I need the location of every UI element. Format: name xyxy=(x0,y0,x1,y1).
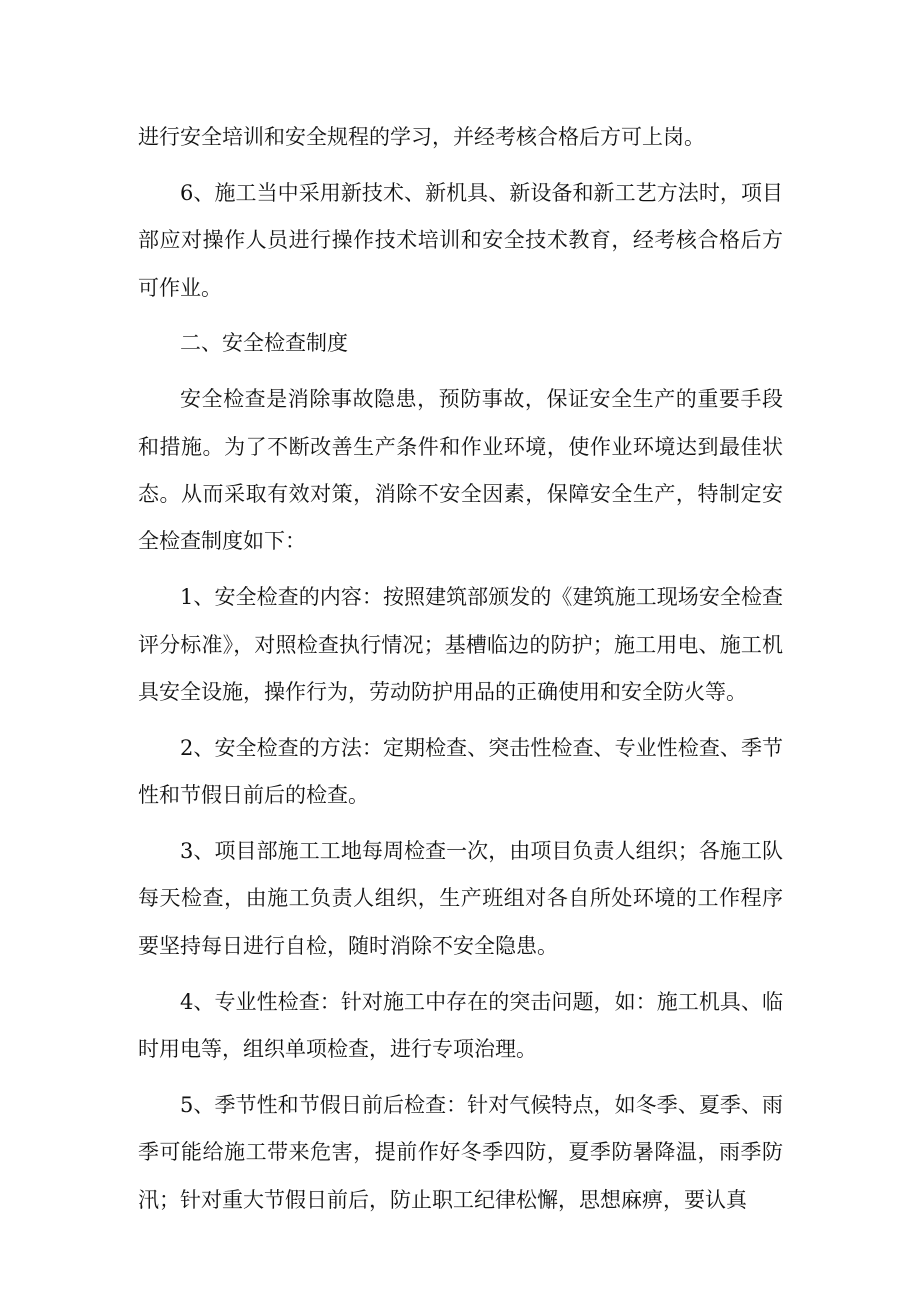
paragraph-item-2: 2、安全检查的方法：定期检查、突击性检查、专业性检查、季节性和节假日前后的检查。 xyxy=(138,735,783,808)
paragraph-continuation: 进行安全培训和安全规程的学习，并经考核合格后方可上岗。 xyxy=(138,125,705,149)
paragraph-item-3: 3、项目部施工工地每周检查一次，由项目负责人组织；各施工队每天检查，由施工负责人组织，生产班组对各自所处环境的工作程序要坚持每日进行自检，随时消除不安全隐患。 xyxy=(138,839,783,958)
paragraph-intro: 安全检查是消除事故隐患，预防事故，保证安全生产的重要手段和措施。为了不断改善生产条件和作业环境，使作业环境达到最佳状态。从而采取有效对策，消除不安全因素，保障安全生产，特制定安全检查制度如下： xyxy=(138,387,783,554)
paragraph-item-4: 4、专业性检查：针对施工中存在的突击问题，如：施工机具、临时用电等，组织单项检查，进行专项治理。 xyxy=(138,989,783,1062)
section-heading-safety-inspection: 二、安全检查制度 xyxy=(180,331,348,356)
document-body xyxy=(138,114,783,1224)
paragraph-item-5: 5、季节性和节假日前后检查：针对气候特点，如冬季、夏季、雨季可能给施工带来危害，提前作好冬季四防，夏季防暑降温，雨季防汛；针对重大节假日前后，防止职工纪律松懈，思想麻痹，要认真 xyxy=(138,1092,783,1212)
paragraph-item-6: 6、施工当中采用新技术、新机具、新设备和新工艺方法时，项目部应对操作人员进行操作技术培训和安全技术教育，经考核合格后方可作业。 xyxy=(138,180,783,300)
paragraph-item-1: 1、安全检查的内容：按照建筑部颁发的《建筑施工现场安全检查评分标准》，对照检查执行情况；基槽临边的防护；施工用电、施工机具安全设施，操作行为，劳动防护用品的正确使用和安全防火等。 xyxy=(138,585,783,705)
